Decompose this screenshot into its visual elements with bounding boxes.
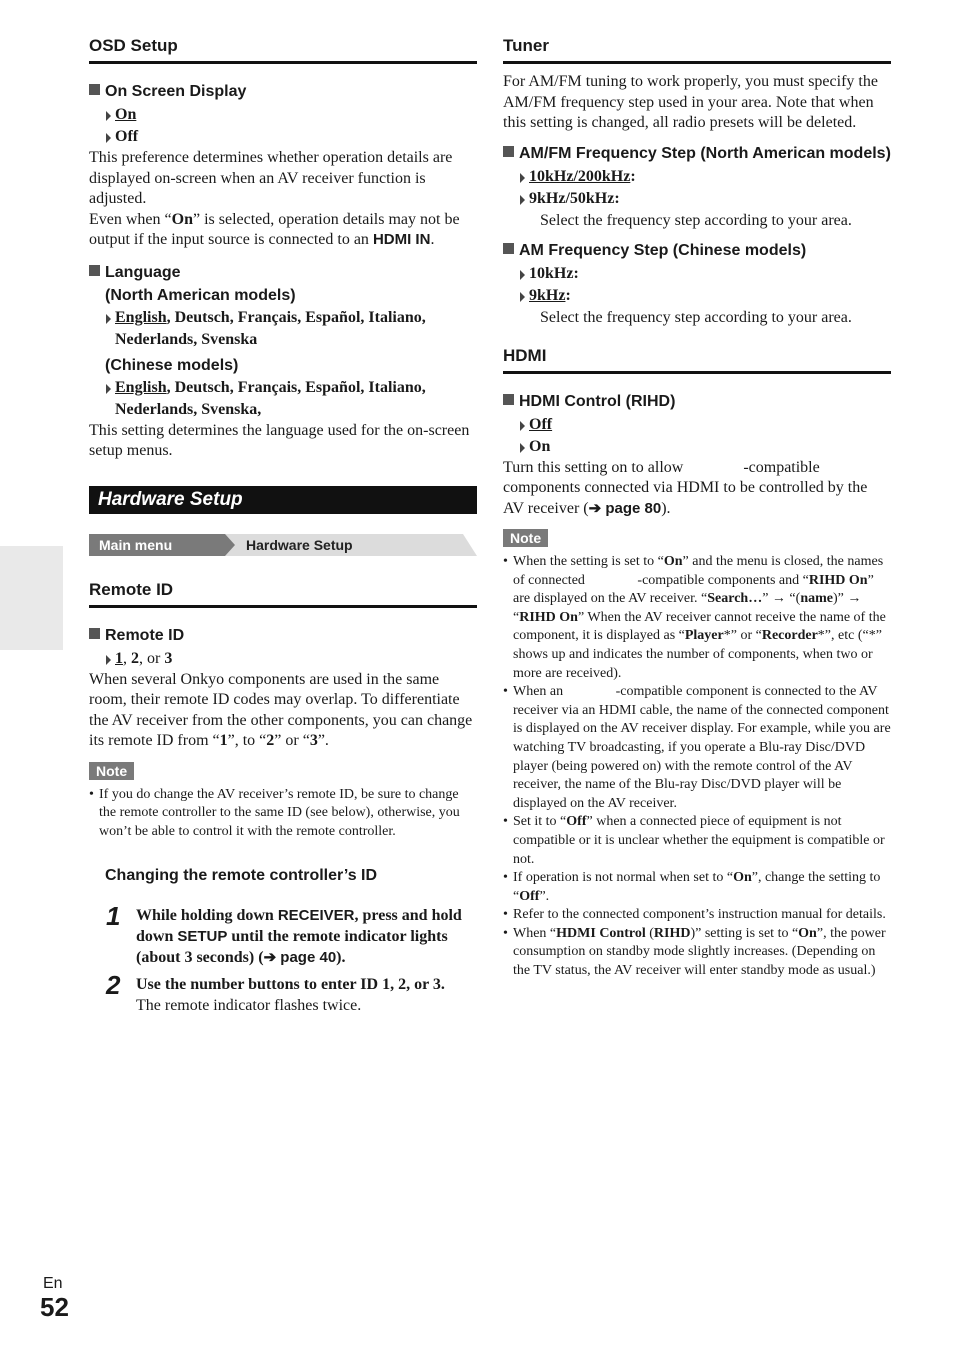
amfm-step-note: Select the frequency step according to your area. [540,211,852,229]
option-off: Off [503,414,891,436]
triangle-right-icon [520,195,525,205]
triangle-right-icon [520,421,525,431]
breadcrumb-main-menu: Main menu [89,534,225,556]
option-9khz: 9kHz: [503,285,891,307]
language-heading: Language [89,263,477,283]
step-2 [89,970,477,1017]
option-off: Off [89,126,477,148]
triangle-right-icon [520,173,525,183]
hdmi-control-desc: Turn this setting on to allow -compatible components connected via HDMI to be controlled by the AV receiver (➔ page 80). [503,458,871,517]
remote-notes [89,786,477,842]
triangle-right-icon [106,384,111,394]
hdmi-notes [503,553,895,981]
option-10khz-200khz: 10kHz/200kHz: [503,166,891,188]
step-2-text: Use the number buttons to enter ID 1, 2, or 3. [136,976,445,994]
triangle-right-icon [520,443,525,453]
note-item: • When the setting is set to “On” and the menu is closed, the names of connected -compatible components and “RIHD On” are displayed on the AV receiver. “Search…” → “(name)” → “RIHD On” When the AV receiver cannot receive the name of the component, it is displayed as “Player*” or “Recorder*”, etc (“*” shows up and indicates the number of components, when two or more are received). [503,553,891,683]
option-on: On [503,436,891,458]
triangle-right-icon [106,133,111,143]
breadcrumb [89,534,477,556]
note-label: Note [503,529,548,547]
note-item: • If operation is not normal when set to “On”, change the setting to “Off”. [503,869,891,906]
amfm-step-heading: AM/FM Frequency Step (North American models) [503,144,891,164]
note-item: • When “HDMI Control (RIHD)” setting is set to “On”, the power consumption on standby mode slightly increases. (Depending on the TV status, the AV receiver will enter standby mode as usual.) [503,925,891,981]
step-1 [89,901,477,968]
am-step-note: Select the frequency step according to your area. [540,308,852,326]
remote-id-desc: When several Onkyo components are used in the same room, their remote ID codes may overlap. To differentiate the AV receiver from the other components, you can change its remote ID from “1”, to “2” or “3”. [89,670,473,749]
square-bullet-icon [503,394,514,405]
language-options-na: English, Deutsch, Français, Español, Italiano, Nederlands, Svenska [89,307,477,351]
osd-desc-2: Even when “On” is selected, operation details may not be output if the input source is connected to an HDMI IN. [89,210,460,248]
note-item: • Refer to the connected component’s instruction manual for details. [503,906,891,925]
option-9khz-50khz: 9kHz/50kHz: [503,188,891,210]
triangle-right-icon [106,314,111,324]
remote-id-subheading: Remote ID [89,626,477,646]
square-bullet-icon [89,265,100,276]
option-10khz: 10kHz: [503,263,891,285]
square-bullet-icon [89,628,100,639]
step-2-result: The remote indicator flashes twice. [136,997,362,1015]
tuner-intro: For AM/FM tuning to work properly, you must specify the AM/FM frequency step used in your area. Note that when this setting is changed, all radio presets will be deleted. [503,73,878,131]
hdmi-control-heading: HDMI Control (RIHD) [503,392,891,412]
language-options-cn: English, Deutsch, Français, Español, Italiano, Nederlands, Svenska, [89,377,477,421]
note-item: • If you do change the AV receiver’s remote ID, be sure to change the remote controller to the same ID (see below), otherwise, you won’t be able to control it with the remote controller. [89,786,477,842]
breadcrumb-hardware-setup: Hardware Setup [246,536,353,553]
square-bullet-icon [503,146,514,157]
tuner-heading: Tuner [503,36,891,64]
north-american-models-label: (North American models) [105,286,296,304]
option-on: On [89,104,477,126]
changing-remote-id-heading: Changing the remote controller’s ID [105,867,378,885]
note-label: Note [89,762,134,780]
side-thumb-tab [0,546,63,650]
triangle-right-icon [106,655,111,665]
step-number: 1 [106,901,121,932]
remote-id-options: 1, 2, or 3 [89,648,477,670]
osd-desc-1: This preference determines whether operation details are displayed on-screen when an AV receiver function is adjusted. [89,149,453,207]
chinese-models-label: (Chinese models) [105,356,239,374]
step-number: 2 [106,970,121,1001]
hardware-setup-banner: Hardware Setup [89,486,477,514]
square-bullet-icon [89,84,100,95]
note-item: • When an -compatible component is connected to the AV receiver via an HDMI cable, the name of the connected component is displayed on the AV receiver display. For example, while you are watching TV broadcasting, if you operate a Blu-ray Disc/DVD player (being powered on) with the remote control of the AV receiver, the name of the Blu-ray Disc/DVD player will be displayed on the AV receiver. [503,683,891,813]
triangle-right-icon [106,111,111,121]
page-language: En [43,1275,63,1292]
osd-setup-heading: OSD Setup [89,36,477,64]
step-1-text: While holding down RECEIVER, press and hold down SETUP until the remote indicator lights (about 3 seconds) (➔ page 40). [136,907,462,967]
page-number: 52 [40,1292,69,1322]
right-column [503,36,895,981]
remote-id-heading: Remote ID [89,580,477,608]
triangle-right-icon [520,292,525,302]
hdmi-heading: HDMI [503,346,891,374]
note-item: • Set it to “Off” when a connected piece of equipment is not compatible or it is unclear whether the equipment is compatible or not. [503,813,891,869]
triangle-right-icon [520,270,525,280]
left-column [89,36,477,1023]
on-screen-display-heading: On Screen Display [89,82,477,102]
language-desc: This setting determines the language used for the on-screen setup menus. [89,421,470,459]
am-step-heading: AM Frequency Step (Chinese models) [503,241,891,261]
square-bullet-icon [503,243,514,254]
